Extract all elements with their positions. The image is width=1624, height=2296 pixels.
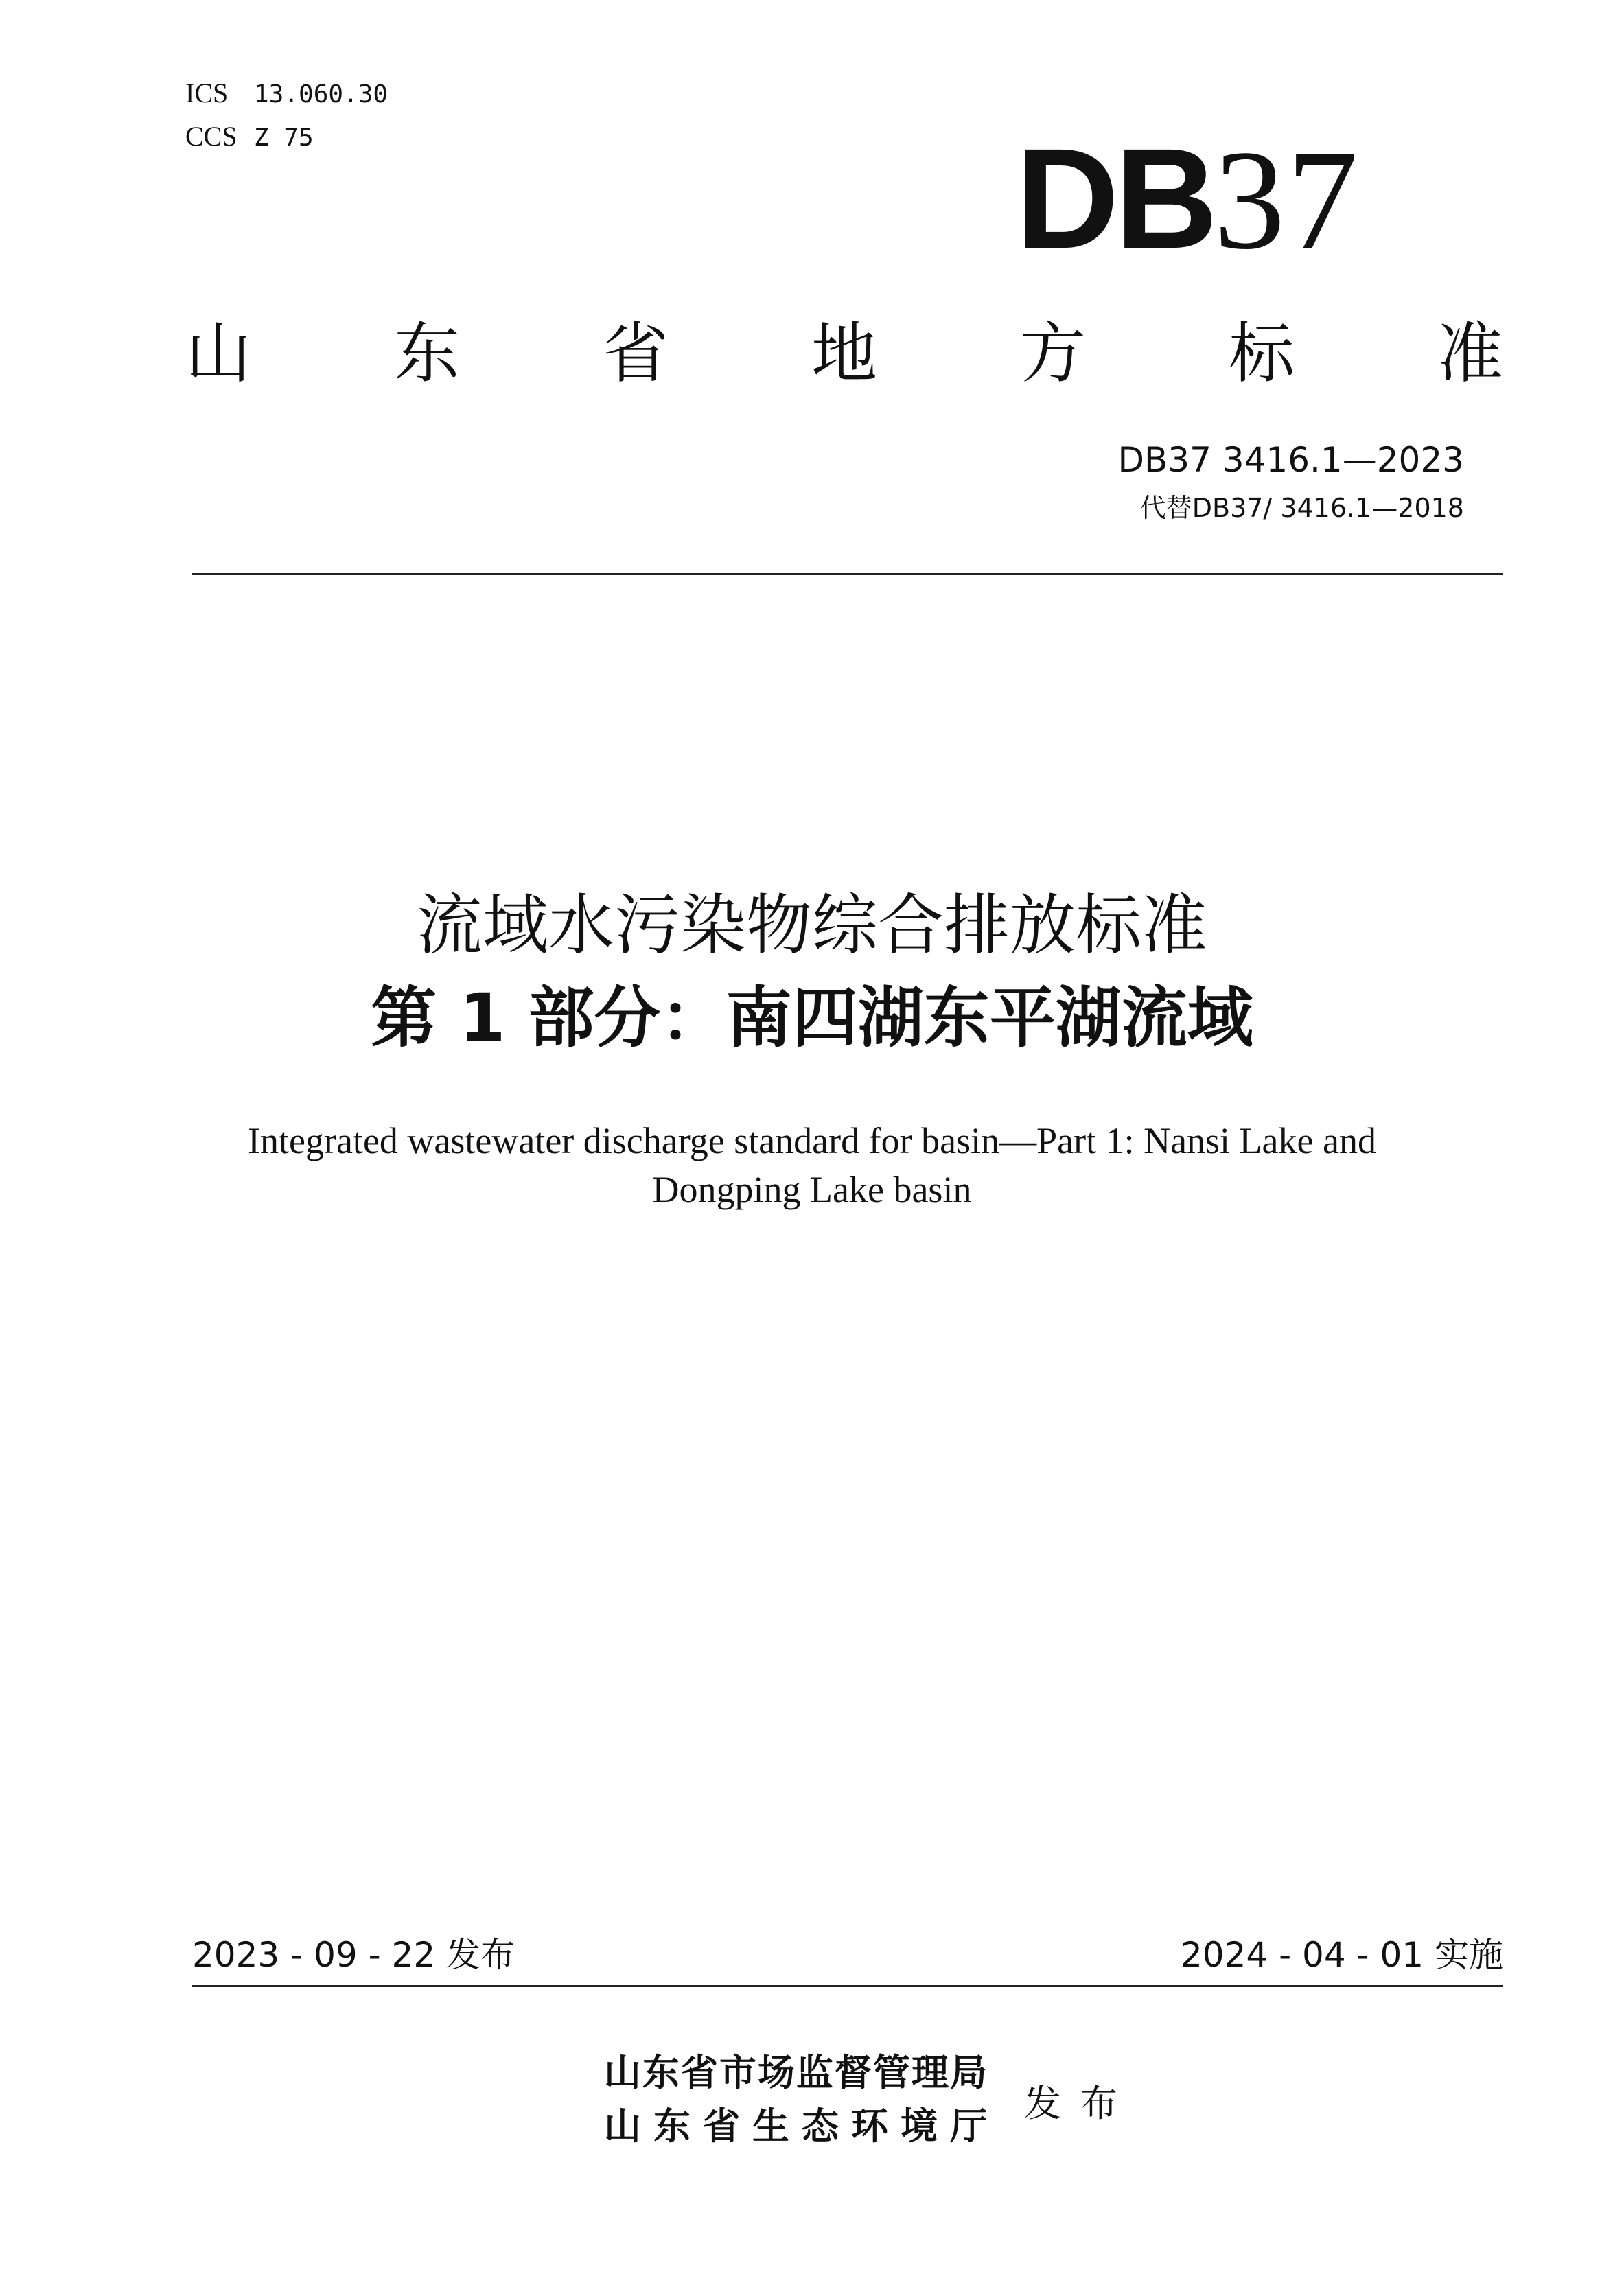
db37-logo: [1016, 119, 1360, 279]
publish-label: 发布: [1024, 2082, 1137, 2125]
logo-letters: DB: [1016, 119, 1214, 279]
standard-type-char: 东: [394, 315, 460, 392]
ccs-label: CCS: [185, 121, 237, 152]
standard-type-char: 地: [811, 315, 877, 392]
english-title-line-1: Integrated wastewater discharge standard for basin—Part 1: Nansi Lake and: [248, 1120, 1376, 1161]
standard-type-heading: [185, 312, 1503, 395]
issuer-ecology-environment: 山东省生态环境厅: [604, 2104, 999, 2148]
issue-date: 2023 - 09 - 22 发布: [192, 1935, 515, 1975]
ics-code: [185, 77, 388, 111]
chinese-title-line-1: 流域水污染物综合排放标准: [417, 887, 1207, 964]
english-title-line-2: Dongping Lake basin: [652, 1169, 972, 1210]
ics-value: 13.060.30: [254, 80, 388, 108]
ics-label: ICS: [185, 78, 229, 108]
standard-type-char: 山: [185, 315, 251, 392]
ccs-code: [185, 120, 314, 154]
logo-number: 37: [1214, 121, 1360, 279]
top-divider: [192, 573, 1503, 575]
ccs-value: Z 75: [254, 124, 314, 152]
standard-type-char: 准: [1437, 315, 1503, 392]
standard-type-char: 标: [1229, 315, 1295, 392]
replaced-standard: 代替DB37/ 3416.1—2018: [1139, 493, 1464, 523]
chinese-title-line-2: 第 1 部分：南四湖东平湖流域: [371, 979, 1253, 1056]
issuer-market-regulation: 山东省市场监督管理局: [604, 2051, 988, 2094]
implementation-date: 2024 - 04 - 01 实施: [1180, 1935, 1503, 1975]
bottom-divider: [192, 1985, 1503, 1987]
standard-type-char: 方: [1020, 315, 1086, 392]
standard-number: DB37 3416.1—2023: [1117, 440, 1464, 480]
standard-type-char: 省: [603, 315, 669, 392]
